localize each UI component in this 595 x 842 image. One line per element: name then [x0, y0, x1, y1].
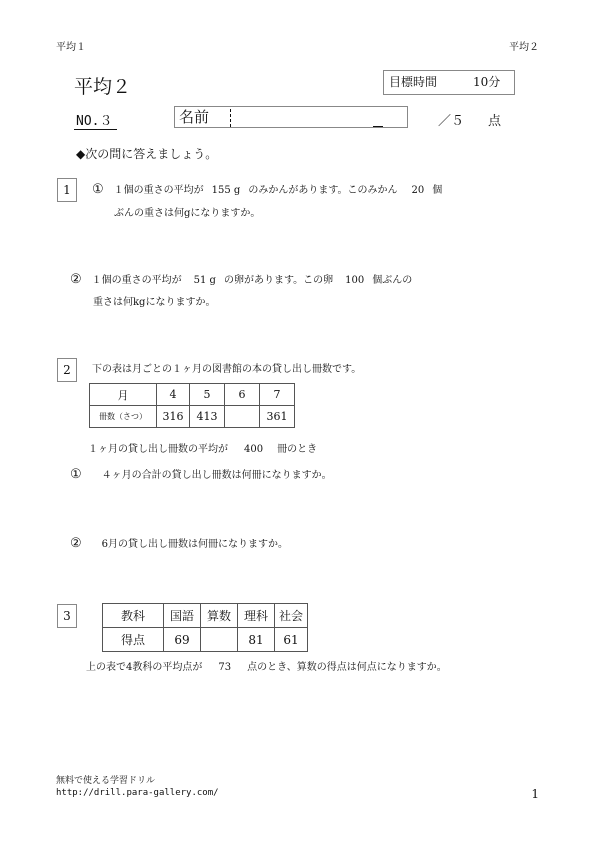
q2-part2-mark: ② — [70, 536, 82, 551]
q2-condition-text-a: １ヶ月の貸し出し冊数の平均が — [88, 444, 228, 455]
q3-question — [86, 661, 447, 675]
page-number: 1 — [531, 787, 539, 801]
score-slash: ／５ — [438, 114, 465, 129]
q2-table-cell-blank[interactable] — [225, 406, 260, 428]
score-unit: 点 — [488, 114, 502, 129]
footer-url[interactable]: http://drill.para-gallery.com/ — [56, 788, 219, 798]
q1-part2-weight: 51 g — [193, 275, 216, 286]
q3-table-header-cell: 教科 — [103, 604, 164, 628]
q1-part1-text-b: のみかんがあります。このみかん — [248, 185, 398, 196]
q3-score-table — [102, 603, 308, 652]
name-field[interactable] — [174, 106, 408, 128]
q3-table-header-cell: 理科 — [238, 604, 275, 628]
name-underline-mark — [373, 126, 383, 127]
q2-table-header-cell: 7 — [260, 384, 295, 406]
q3-table-header-row — [103, 604, 308, 628]
q2-library-table — [89, 383, 295, 428]
question-2-number-box: 2 — [57, 358, 77, 382]
q1-part1-text-c: 個 — [432, 185, 443, 196]
q1-part1-count: 20 — [411, 185, 425, 196]
target-time-box — [383, 70, 515, 95]
q1-part2-count: 100 — [345, 275, 365, 286]
q1-part1-line2: ぶんの重さは何gになりますか。 — [114, 208, 261, 219]
q2-table-cell: 413 — [190, 406, 225, 428]
target-time-value: 10分 — [473, 75, 501, 89]
q2-table-cell: 316 — [157, 406, 190, 428]
q2-intro: 下の表は月ごとの１ヶ月の図書館の本の貸し出し冊数です。 — [92, 364, 362, 375]
instruction: ◆次の問に答えましょう。 — [76, 147, 218, 161]
q2-table-data-row — [90, 406, 295, 428]
q2-condition-text-b: 冊のとき — [277, 444, 318, 455]
q1-part2-mark: ② — [70, 272, 82, 287]
q3-table-cell: 81 — [238, 628, 275, 652]
q3-question-text-a: 上の表で4教科の平均点が — [86, 662, 203, 673]
q1-part1-line1 — [92, 183, 442, 198]
q3-table-cell: 69 — [164, 628, 201, 652]
q1-part2-text-c: 個ぶんの — [372, 275, 413, 286]
q1-part2-text-b: の卵があります。この卵 — [223, 275, 334, 286]
target-time-label: 目標時間 — [389, 75, 438, 89]
header-left: 平均１ — [56, 42, 86, 53]
q2-condition — [88, 443, 317, 457]
q1-part2-text-a: １個の重さの平均が — [91, 275, 182, 286]
q2-condition-average: 400 — [244, 444, 264, 455]
q1-part2-line1 — [70, 273, 412, 288]
q3-question-average: 73 — [218, 662, 232, 673]
q3-table-cell: 61 — [275, 628, 308, 652]
score-area — [438, 110, 501, 129]
q1-part1-mark: ① — [92, 182, 104, 197]
name-label: 名前 — [179, 108, 210, 126]
q2-table-cell: 361 — [260, 406, 295, 428]
q3-table-header-cell: 算数 — [201, 604, 238, 628]
q1-part2-line2: 重さは何kgになりますか。 — [93, 297, 216, 308]
q3-table-cell-blank[interactable] — [201, 628, 238, 652]
q3-table-header-cell: 国語 — [164, 604, 201, 628]
q2-table-header-row — [90, 384, 295, 406]
page-title: 平均２ — [74, 76, 132, 98]
question-3-number-box: 3 — [57, 604, 77, 628]
q1-part1-text-a: １個の重さの平均が — [113, 185, 204, 196]
q1-part1-weight: 155 g — [211, 185, 241, 196]
q2-table-header-cell: 6 — [225, 384, 260, 406]
header-right: 平均２ — [509, 42, 539, 53]
q2-table-header-cell: 5 — [190, 384, 225, 406]
q3-table-data-row — [103, 628, 308, 652]
q2-part1-mark: ① — [70, 467, 82, 482]
q3-table-header-cell: 社会 — [275, 604, 308, 628]
worksheet-number: NO.３ — [74, 110, 117, 130]
q2-table-header-cell: 月 — [90, 384, 157, 406]
q2-part2 — [70, 537, 288, 552]
q2-part2-text: 6月の貸し出し冊数は何冊になりますか。 — [101, 539, 289, 550]
question-1-number-box: 1 — [57, 178, 77, 202]
text-cursor — [230, 109, 231, 127]
q2-part1 — [70, 468, 332, 483]
footer-site-name: 無料で使える学習ドリル — [56, 776, 156, 786]
q2-table-row-label: 冊数（さつ） — [90, 406, 157, 428]
q2-table-header-cell: 4 — [157, 384, 190, 406]
q3-question-text-b: 点のとき、算数の得点は何点になりますか。 — [247, 662, 447, 673]
q2-part1-text: ４ヶ月の合計の貸し出し冊数は何冊になりますか。 — [101, 470, 332, 481]
q3-table-row-label: 得点 — [103, 628, 164, 652]
